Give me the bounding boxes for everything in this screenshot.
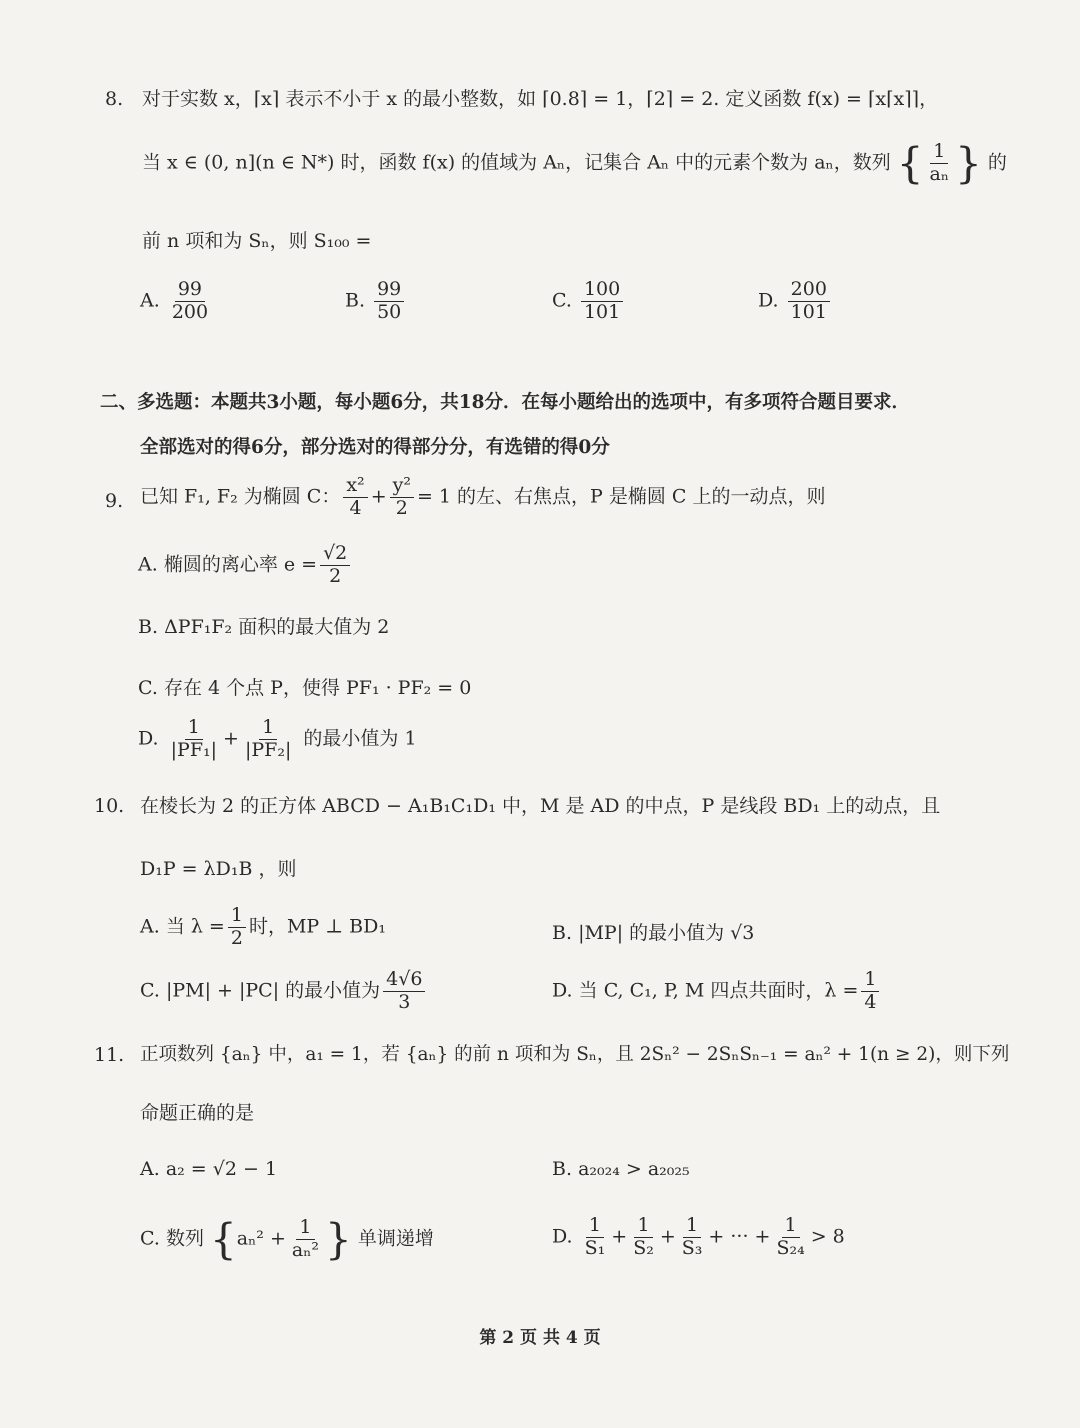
option-label: A.: [138, 553, 158, 576]
section2-heading-line1: 二、多选题：本题共3小题，每小题6分，共18分．在每小题给出的选项中，有多项符合题目要求．: [100, 392, 910, 413]
frac-num: 1: [683, 1216, 701, 1238]
sum-term-3: [679, 1216, 706, 1259]
right-brace: }: [325, 1214, 352, 1264]
option-text: 存在 4 个点 P，使得 PF₁ · PF₂ = 0: [163, 677, 472, 699]
q8-line2-end: 的: [987, 151, 1007, 174]
option-text: 的最小值为 1: [303, 727, 417, 750]
q8-option-d: [758, 280, 833, 323]
frac-den: 2: [329, 564, 342, 587]
sum-term-4: [773, 1216, 807, 1259]
frac-num: 99: [175, 280, 205, 302]
option-text: |MP| 的最小值为 √3: [578, 922, 755, 944]
option-fraction: [228, 906, 246, 949]
frac-num: 4√6: [383, 970, 425, 992]
q11-option-c: [140, 1214, 434, 1264]
frac-den: aₙ²: [291, 1238, 320, 1261]
option-label: D.: [552, 979, 573, 1002]
option-fraction-2: [242, 718, 294, 761]
q10-option-b: [552, 918, 754, 945]
option-label: A.: [140, 915, 160, 938]
option-text: a₂ = √2 − 1: [165, 1158, 278, 1180]
option-label: A.: [140, 289, 160, 312]
option-fraction: [374, 280, 404, 323]
q8-seq-fraction: [927, 142, 953, 185]
option-label: C.: [138, 677, 158, 699]
q10-line2: D₁P = λD₁B ，则: [140, 858, 297, 880]
frac-den: 200: [171, 300, 209, 323]
frac-num: 1: [259, 718, 277, 740]
q9-text-a: 已知 F₁, F₂ 为椭圆 C：: [140, 485, 341, 508]
option-text: ΔPF₁F₂ 面积的最大值为 2: [164, 616, 390, 638]
option-fraction: [788, 280, 830, 323]
option-text: 当 C, C₁, P, M 四点共面时，λ =: [578, 979, 859, 1002]
option-label: B.: [552, 1158, 573, 1180]
option-inner: aₙ² +: [236, 1227, 286, 1250]
frac-den: 2: [395, 496, 408, 519]
q11-line1: 正项数列 {aₙ} 中，a₁ = 1，若 {aₙ} 的前 n 项和为 Sₙ，且 2Sₙ² − 2SₙSₙ₋₁ = aₙ² + 1(n ≥ 2)，则下列: [140, 1044, 1010, 1065]
option-text: a₂₀₂₄ > a₂₀₂₅: [578, 1158, 690, 1180]
sum-term-1: [582, 1216, 609, 1259]
option-fraction: [320, 544, 350, 587]
q11-option-d: D. $\frac{1}{\text{S₁}}$ + $\frac{1}{\text{S₂}}$ + $\frac{1}{\text{S₃}}$ + ··· + $\frac{1}{\text{S₂₄}}$ > 8: [552, 1214, 845, 1259]
frac-num: 99: [374, 280, 404, 302]
frac-num: 1: [185, 718, 203, 740]
frac-den: |PF₁|: [170, 738, 218, 761]
section2-heading-line2: 全部选对的得6分，部分选对的得部分分，有选错的得0分: [140, 437, 610, 458]
q9-stem: [140, 476, 826, 519]
q9-y-frac: [390, 476, 414, 519]
option-text-2: 单调递增: [357, 1227, 434, 1250]
option-fraction: [861, 970, 879, 1013]
page-footer: 第 2 页 共 4 页: [479, 1328, 601, 1348]
option-label: B.: [552, 922, 573, 944]
q8-number: 8.: [105, 88, 124, 110]
frac-num: 1: [782, 1216, 800, 1238]
frac-den: 4: [349, 496, 362, 519]
option-text: |PM| + |PC| 的最小值为: [165, 979, 381, 1002]
frac-den: S₃: [681, 1236, 703, 1259]
frac-num: 200: [788, 280, 830, 302]
frac-num: y²: [390, 476, 414, 498]
q10-option-c: [140, 970, 428, 1013]
q11-option-b: [552, 1158, 690, 1180]
frac-num: 1: [861, 970, 879, 992]
q9-option-b: [138, 612, 389, 639]
q8-option-c: [552, 280, 626, 323]
option-label: C.: [140, 979, 160, 1002]
q10-option-a: [140, 906, 386, 949]
frac-num: 100: [581, 280, 623, 302]
q8-option-a: [140, 280, 214, 323]
option-fraction-1: [168, 718, 220, 761]
q11-number: 11.: [94, 1044, 125, 1066]
frac-num: 1: [228, 906, 246, 928]
left-brace: {: [210, 1214, 237, 1264]
option-fraction: [289, 1218, 322, 1261]
option-label: D.: [138, 727, 159, 750]
frac-num: 1: [586, 1216, 604, 1238]
q9-option-d: [138, 718, 417, 761]
right-brace: }: [955, 138, 982, 188]
q9-option-a: [138, 544, 353, 587]
option-label: D.: [552, 1225, 573, 1248]
option-label: B.: [345, 289, 366, 312]
q9-option-c: [138, 673, 471, 700]
q9-x-frac: [343, 476, 367, 519]
q8-option-b: [345, 280, 407, 323]
option-text: 椭圆的离心率 e =: [163, 553, 318, 576]
frac-num: x²: [343, 476, 367, 498]
option-text: 数列: [165, 1227, 204, 1250]
left-brace: {: [896, 138, 924, 188]
frac-den: 4: [864, 990, 877, 1013]
option-text: 当 λ =: [165, 915, 225, 938]
option-label: A.: [140, 1158, 160, 1180]
frac-den: S₂₄: [776, 1236, 805, 1259]
option-label: B.: [138, 616, 159, 638]
frac-den: 3: [398, 990, 411, 1013]
frac-den: 101: [583, 300, 621, 323]
sum-term-2: [630, 1216, 657, 1259]
sum-end: > 8: [810, 1225, 845, 1248]
q8-seq-den: aₙ: [929, 162, 950, 185]
q9-number: 9.: [105, 490, 124, 512]
option-label: C.: [140, 1227, 160, 1250]
frac-den: S₁: [584, 1236, 606, 1259]
q8-line2-text: 当 x ∈ (0, n](n ∈ N*) 时，函数 f(x) 的值域为 Aₙ，记集合 Aₙ 中的元素个数为 aₙ，数列: [142, 151, 891, 174]
q10-option-d: [552, 970, 882, 1013]
sum-dots: + ··· +: [708, 1225, 771, 1248]
q9-text-b: = 1 的左、右焦点，P 是椭圆 C 上的一动点，则: [416, 485, 826, 508]
q10-number: 10.: [94, 795, 125, 817]
q11-line2: 命题正确的是: [140, 1102, 255, 1124]
option-label: D.: [758, 289, 779, 312]
option-fraction: [169, 280, 211, 323]
frac-num: 1: [296, 1218, 314, 1240]
frac-den: 101: [790, 300, 827, 323]
q8-line2: [142, 138, 1007, 188]
plus-sign: +: [370, 485, 387, 508]
plus-sign: +: [223, 727, 239, 750]
frac-num: √2: [320, 544, 350, 566]
q8-line3: 前 n 项和为 Sₙ，则 S₁₀₀ =: [142, 230, 372, 252]
frac-den: 50: [377, 300, 402, 323]
option-fraction: [383, 970, 425, 1013]
frac-den: 2: [230, 926, 243, 949]
q10-line1: 在棱长为 2 的正方体 ABCD − A₁B₁C₁D₁ 中，M 是 AD 的中点，P 是线段 BD₁ 上的动点，且: [140, 795, 941, 817]
frac-den: S₂: [633, 1236, 654, 1259]
q8-line1: 对于实数 x，⌈x⌉ 表示不小于 x 的最小整数，如 ⌈0.8⌉ = 1，⌈2⌉ = 2. 定义函数 f(x) = ⌈x⌈x⌉⌉，: [142, 88, 939, 110]
option-fraction: [581, 280, 623, 323]
q11-option-a: [140, 1158, 277, 1180]
frac-num: 1: [634, 1216, 652, 1238]
option-label: C.: [552, 289, 572, 312]
option-text-2: 时，MP ⊥ BD₁: [248, 915, 386, 938]
frac-den: |PF₂|: [244, 738, 292, 761]
q8-seq-num: 1: [930, 142, 948, 164]
